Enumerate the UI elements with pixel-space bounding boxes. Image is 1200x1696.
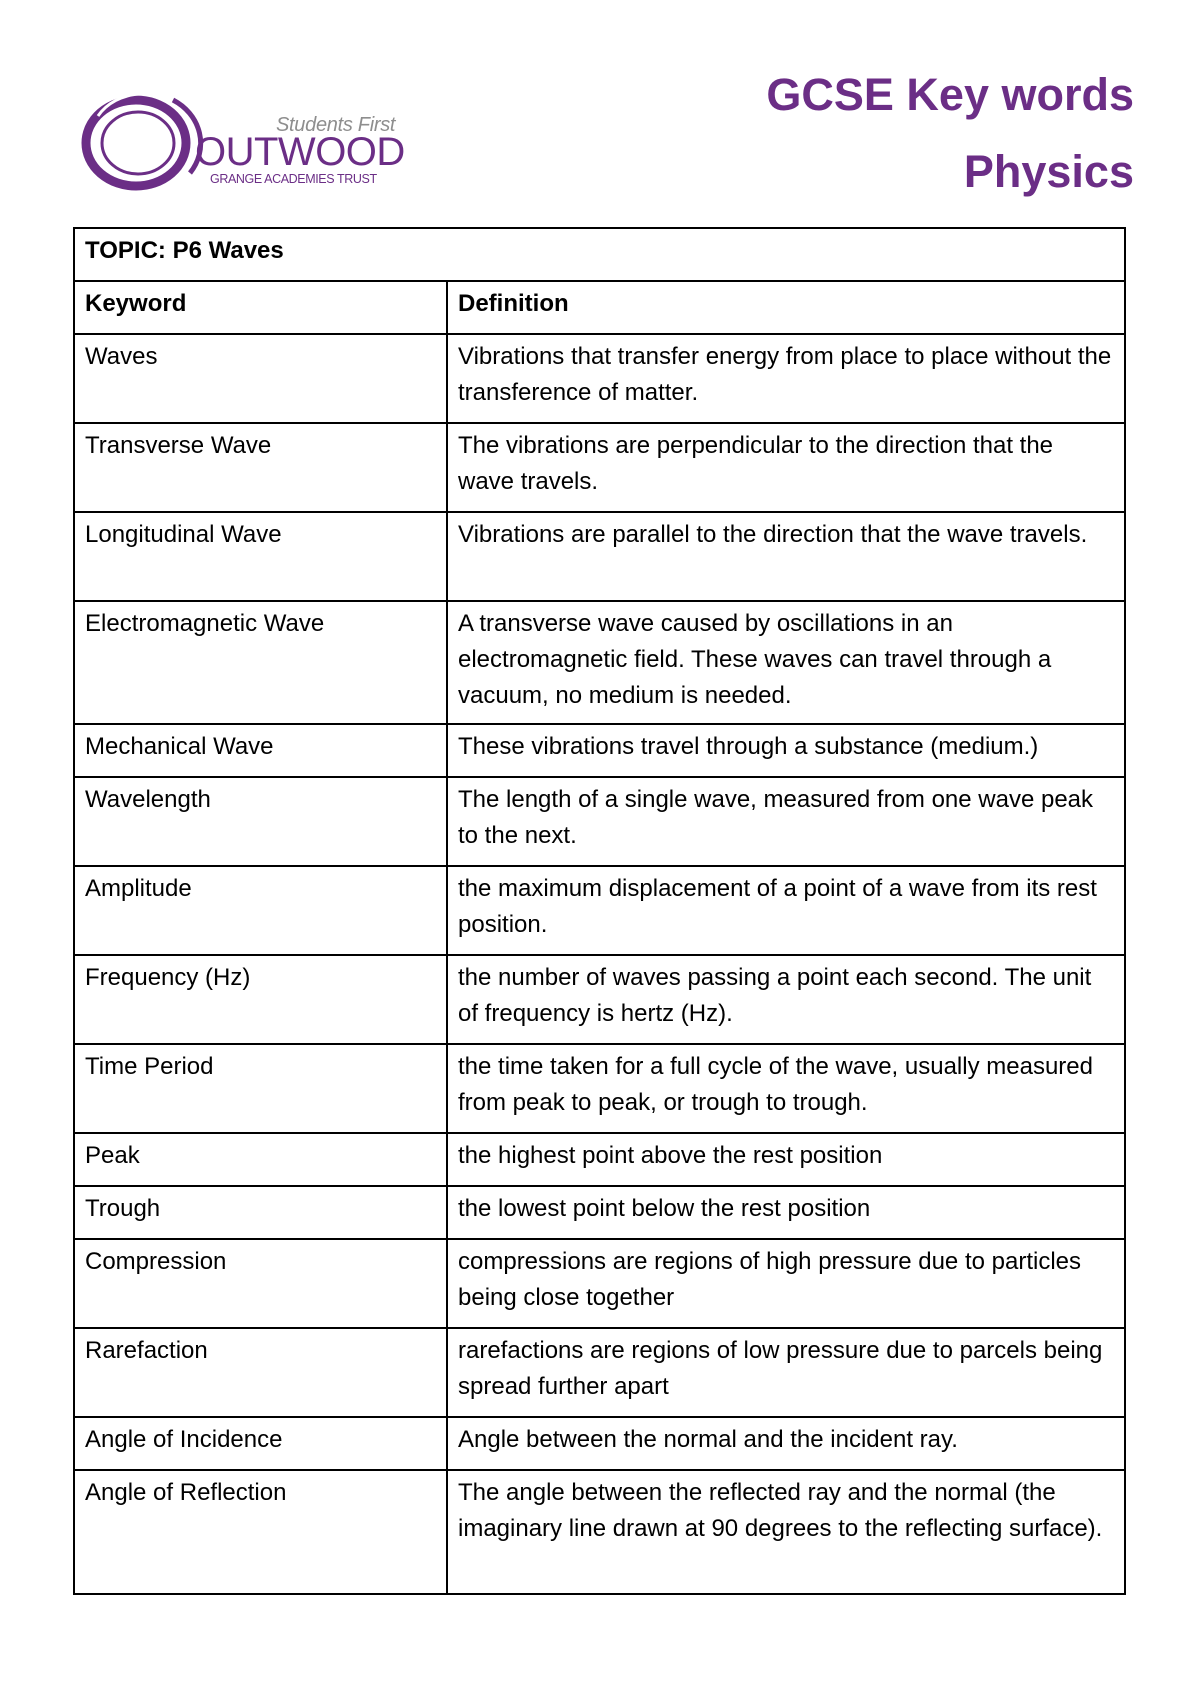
keyword-cell: Waves [74,334,447,423]
topic-row [74,228,1125,281]
page-subject: Physics [963,146,1134,197]
keyword-cell: Angle of Reflection [74,1470,447,1594]
definition-cell: the maximum displacement of a point of a wave from its rest position. [447,866,1125,955]
definition-cell: the highest point above the rest position [447,1133,1125,1186]
keyword-cell: Wavelength [74,777,447,866]
definition-cell: These vibrations travel through a substance (medium.) [447,724,1125,777]
definition-cell: A transverse wave caused by oscillations in an electromagnetic field. These waves can travel through a vacuum, no medium is needed. [447,601,1125,724]
table-row [74,1328,1125,1417]
definition-cell: the time taken for a full cycle of the wave, usually measured from peak to peak, or trough to trough. [447,1044,1125,1133]
outwood-logo [78,88,408,198]
table-row [74,1239,1125,1328]
definition-cell: Vibrations are parallel to the direction that the wave travels. [447,512,1125,601]
page-title: GCSE Key words [766,69,1134,120]
keyword-cell: Peak [74,1133,447,1186]
table-row [74,955,1125,1044]
definition-header: Definition [447,281,1125,334]
definition-cell: Angle between the normal and the incident ray. [447,1417,1125,1470]
header-row [74,281,1125,334]
table-row [74,1133,1125,1186]
table-row [74,334,1125,423]
definition-cell: the number of waves passing a point each second. The unit of frequency is hertz (Hz). [447,955,1125,1044]
keyword-cell: Angle of Incidence [74,1417,447,1470]
definition-cell: compressions are regions of high pressure due to particles being close together [447,1239,1125,1328]
table-row [74,777,1125,866]
definition-cell: The angle between the reflected ray and the normal (the imaginary line drawn at 90 degrees to the reflecting surface). [447,1470,1125,1594]
topic-cell: TOPIC: P6 Waves [74,228,1125,281]
keyword-header: Keyword [74,281,447,334]
table-row [74,1044,1125,1133]
keyword-cell: Rarefaction [74,1328,447,1417]
keyword-cell: Time Period [74,1044,447,1133]
logo-swirl-icon [78,88,208,198]
definition-cell: The length of a single wave, measured from one wave peak to the next. [447,777,1125,866]
keyword-cell: Electromagnetic Wave [74,601,447,724]
definition-cell: rarefactions are regions of low pressure due to parcels being spread further apart [447,1328,1125,1417]
table-row [74,724,1125,777]
keyword-cell: Transverse Wave [74,423,447,512]
table-row [74,512,1125,601]
keyword-cell: Mechanical Wave [74,724,447,777]
table-row [74,601,1125,724]
keyword-cell: Compression [74,1239,447,1328]
definition-cell: The vibrations are perpendicular to the direction that the wave travels. [447,423,1125,512]
table-row [74,1186,1125,1239]
keyword-cell: Trough [74,1186,447,1239]
keyword-cell: Amplitude [74,866,447,955]
logo-name: OUTWOOD [195,130,405,174]
table-row [74,423,1125,512]
keyword-cell: Longitudinal Wave [74,512,447,601]
table-row [74,1470,1125,1594]
logo-tagline: Students First [276,114,396,136]
logo-subtitle: GRANGE ACADEMIES TRUST [210,172,377,186]
definition-cell: Vibrations that transfer energy from place to place without the transference of matter. [447,334,1125,423]
keywords-table [73,227,1126,1595]
keyword-cell: Frequency (Hz) [74,955,447,1044]
definition-cell: the lowest point below the rest position [447,1186,1125,1239]
table-row [74,866,1125,955]
table-row [74,1417,1125,1470]
